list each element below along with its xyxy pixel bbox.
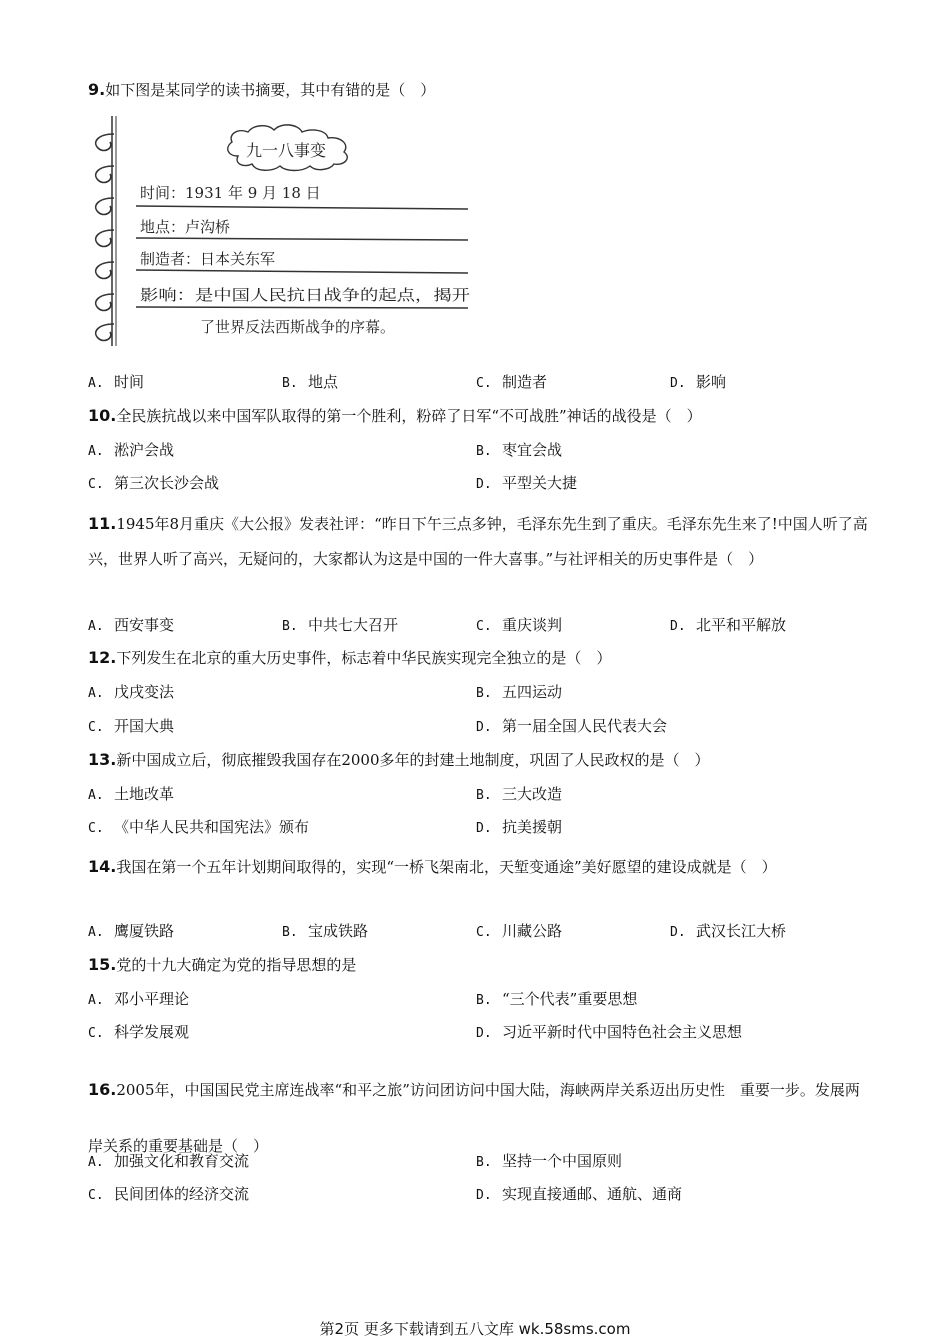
option-b[interactable]: B. 三大改造 — [476, 785, 563, 803]
question-16-options-row2 — [88, 1182, 870, 1206]
option-b[interactable]: B. 五四运动 — [476, 683, 563, 701]
option-d[interactable]: D. 习近平新时代中国特色社会主义思想 — [476, 1023, 743, 1041]
question-10-options-row2 — [88, 471, 870, 495]
question-9: 9.如下图是某同学的读书摘要，其中有错的是（ ） — [88, 80, 436, 99]
option-b[interactable]: B. 宝成铁路 — [282, 922, 369, 940]
option-a[interactable]: A. 淞沪会战 — [88, 441, 175, 459]
option-d[interactable]: D. 平型关大捷 — [476, 474, 578, 492]
question-11: 11.1945年8月重庆《大公报》发表社评：“昨日下午三点多钟，毛泽东先生到了重庆。毛泽东先生来了!中国人听了高兴，世界人听了高兴，无疑问的，大家都认为这是中国的一件大喜事。”与社评相关的历史事件是（ ） — [88, 514, 868, 568]
notebook-image — [88, 112, 478, 350]
option-c[interactable]: C. 第三次长沙会战 — [88, 474, 220, 492]
question-9-options — [88, 370, 870, 394]
notebook-line-impact: 影响：是中国人民抗日战争的起点，揭开 — [140, 286, 470, 304]
option-c[interactable]: C. 《中华人民共和国宪法》颁布 — [88, 818, 310, 836]
option-d[interactable]: D. 北平和平解放 — [670, 616, 787, 634]
option-d[interactable]: D. 第一届全国人民代表大会 — [476, 717, 668, 735]
option-b[interactable]: B. 坚持一个中国原则 — [476, 1152, 623, 1170]
option-c[interactable]: C. 重庆谈判 — [476, 616, 563, 634]
page-footer: 第2页 更多下载请到五八文库 wk.58sms.com — [319, 1320, 631, 1338]
option-a[interactable]: A. 土地改革 — [88, 785, 175, 803]
option-a[interactable]: A. 鹰厦铁路 — [88, 922, 175, 940]
option-d[interactable]: D. 武汉长江大桥 — [670, 922, 787, 940]
question-15: 15.党的十九大确定为党的指导思想的是 — [88, 955, 357, 974]
question-10: 10.全民族抗战以来中国军队取得的第一个胜利，粉碎了日军“不可战胜”神话的战役是（ ） — [88, 406, 702, 425]
option-a[interactable]: A. 邓小平理论 — [88, 990, 190, 1008]
option-d[interactable]: D. 影响 — [670, 373, 727, 391]
notebook-title: 九一八事变 — [245, 141, 327, 160]
notebook-line-time: 时间：1931 年 9 月 18 日 — [140, 184, 321, 202]
option-b[interactable]: B. “三个代表”重要思想 — [476, 990, 638, 1008]
question-14-options — [88, 919, 870, 943]
notebook-line-maker: 制造者：日本关东军 — [140, 250, 276, 268]
option-c[interactable]: C. 民间团体的经济交流 — [88, 1185, 250, 1203]
question-13-options-row1 — [88, 782, 870, 806]
option-b[interactable]: B. 地点 — [282, 373, 339, 391]
question-16-options-row1 — [88, 1149, 870, 1173]
question-15-options-row1 — [88, 987, 870, 1011]
option-c[interactable]: C. 科学发展观 — [88, 1023, 190, 1041]
question-10-options-row1 — [88, 438, 870, 462]
option-a[interactable]: A. 西安事变 — [88, 616, 175, 634]
notebook-line-place: 地点：卢沟桥 — [140, 218, 231, 236]
question-13-options-row2 — [88, 815, 870, 839]
option-c[interactable]: C. 制造者 — [476, 373, 548, 391]
option-a[interactable]: A. 加强文化和教育交流 — [88, 1152, 250, 1170]
option-d[interactable]: D. 抗美援朝 — [476, 818, 563, 836]
question-12: 12.下列发生在北京的重大历史事件，标志着中华民族实现完全独立的是（ ） — [88, 648, 612, 667]
question-11-options — [88, 613, 870, 637]
question-14: 14.我国在第一个五年计划期间取得的，实现“一桥飞架南北，天堑变通途”美好愿望的建设成就是（ ） — [88, 857, 777, 876]
option-b[interactable]: B. 枣宜会战 — [476, 441, 563, 459]
question-16: 16.2005年，中国国民党主席连战率“和平之旅”访问团访问中国大陆，海峡两岸关系迈出历史性 重要一步。发展两岸关系的重要基础是（ ） — [88, 1080, 860, 1155]
option-c[interactable]: C. 开国大典 — [88, 717, 175, 735]
notebook-line-impact-cont: 了世界反法西斯战争的序幕。 — [200, 318, 396, 336]
question-12-options-row2 — [88, 714, 870, 738]
question-12-options-row1 — [88, 680, 870, 704]
option-a[interactable]: A. 戊戌变法 — [88, 683, 175, 701]
option-a[interactable]: A. 时间 — [88, 373, 145, 391]
option-d[interactable]: D. 实现直接通邮、通航、通商 — [476, 1185, 683, 1203]
question-15-options-row2 — [88, 1020, 870, 1044]
option-b[interactable]: B. 中共七大召开 — [282, 616, 399, 634]
question-13: 13.新中国成立后，彻底摧毁我国存在2000多年的封建土地制度，巩固了人民政权的是（ ） — [88, 750, 710, 769]
option-c[interactable]: C. 川藏公路 — [476, 922, 563, 940]
